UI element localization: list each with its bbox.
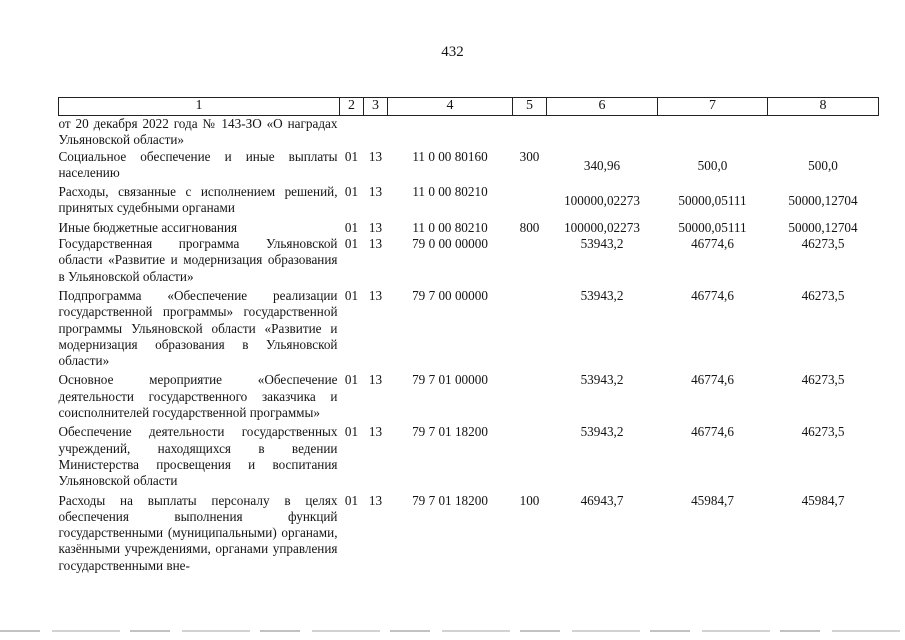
row-amount-1: 100000,02273	[564, 193, 640, 209]
row-amount-3: 46273,5	[801, 372, 845, 388]
row-name: от 20 декабря 2022 года № 143-ЗО «О наградах Ульяновской области»	[58, 116, 338, 148]
row-name: Расходы, связанные с исполнением решений, принятых судебными органами	[58, 184, 338, 216]
row-rz: 01	[344, 219, 359, 235]
column-header-amount-2: 7	[658, 98, 768, 116]
column-header-name: 1	[59, 98, 340, 116]
row-csr: 11 0 00 80210	[412, 184, 488, 200]
page-number: 432	[441, 44, 464, 60]
row-name: Расходы на выплаты персоналу в целях обеспечения выполнения функций государственными (муниципальными) органами, казёнными учреждениями, органами управления государственными вне-	[58, 492, 338, 573]
budget-table	[58, 97, 879, 577]
row-csr: 79 7 01 00000	[412, 372, 488, 388]
row-rz: 01	[344, 148, 359, 164]
row-amount-3: 46273,5	[801, 287, 845, 303]
table-row	[59, 149, 879, 185]
row-name: Подпрограмма «Обеспечение реализации государственной программы» государственной программы Ульяновской области «Развитие и модернизация образования в Ульяновской области»	[58, 287, 338, 369]
column-header-csr: 4	[388, 98, 513, 116]
table-header-row	[59, 98, 879, 116]
row-amount-3	[768, 116, 879, 149]
row-pr	[364, 116, 388, 149]
row-amount-1: 53943,2	[580, 372, 624, 388]
row-amount-2: 45984,7	[691, 492, 734, 508]
row-amount-2: 46774,6	[691, 236, 734, 252]
row-name: Государственная программа Ульяновской области «Развитие и модернизация образования в Ульяновской области»	[58, 236, 338, 284]
row-amount-3: 46273,5	[801, 424, 845, 440]
row-vr	[513, 116, 547, 149]
row-name: Основное мероприятие «Обеспечение деятельности государственного заказчика и соисполнителей государственной программы»	[58, 372, 338, 421]
row-vr	[513, 424, 547, 492]
row-amount-1: 46943,7	[580, 492, 624, 508]
row-rz: 01	[344, 492, 359, 508]
table-row	[59, 424, 879, 492]
row-csr: 79 0 00 00000	[412, 236, 488, 252]
row-vr	[513, 288, 547, 372]
row-amount-2: 46774,6	[691, 287, 734, 303]
table-row	[59, 184, 879, 220]
row-amount-3: 45984,7	[801, 492, 845, 508]
row-amount-3: 50000,12704	[788, 219, 858, 235]
row-rz: 01	[344, 424, 359, 440]
table-row	[59, 288, 879, 372]
row-vr	[513, 184, 547, 220]
row-csr	[388, 116, 513, 149]
row-vr: 800	[519, 219, 540, 235]
row-amount-1: 340,96	[583, 157, 621, 173]
table-row	[59, 493, 879, 577]
column-header-rz: 2	[340, 98, 364, 116]
row-pr: 13	[368, 236, 383, 252]
row-csr: 11 0 00 80210	[412, 219, 488, 235]
row-vr: 100	[519, 492, 540, 508]
table-row	[59, 372, 879, 424]
column-header-vr: 5	[513, 98, 547, 116]
row-amount-2: 50000,05111	[678, 219, 747, 235]
column-header-pr: 3	[364, 98, 388, 116]
row-pr: 13	[368, 492, 383, 508]
row-pr: 13	[368, 424, 383, 440]
row-amount-2: 46774,6	[691, 424, 734, 440]
row-pr: 13	[368, 148, 383, 164]
table-row	[59, 236, 879, 288]
table-row	[59, 220, 879, 236]
row-pr: 13	[368, 184, 383, 200]
row-name: Иные бюджетные ассигнования	[58, 219, 238, 235]
row-amount-1	[547, 116, 658, 149]
row-amount-3: 500,0	[808, 157, 838, 173]
row-pr: 13	[368, 372, 383, 388]
row-amount-2: 50000,05111	[678, 193, 747, 209]
row-csr: 79 7 01 18200	[412, 424, 488, 440]
row-amount-1: 53943,2	[580, 424, 624, 440]
row-rz	[340, 116, 364, 149]
row-csr: 11 0 00 80160	[412, 148, 488, 164]
row-csr: 79 7 01 18200	[412, 492, 488, 508]
row-vr: 300	[519, 148, 540, 164]
scan-edge-line	[0, 630, 905, 632]
row-pr: 13	[368, 219, 383, 235]
row-amount-2: 500,0	[697, 157, 728, 173]
row-amount-1: 53943,2	[580, 236, 624, 252]
column-header-amount-1: 6	[547, 98, 658, 116]
column-header-amount-3: 8	[768, 98, 879, 116]
row-name: Обеспечение деятельности государственных учреждений, находящихся в ведении Министерства просвещения и воспитания Ульяновской области	[58, 424, 338, 489]
table-row	[59, 116, 879, 149]
row-amount-3: 46273,5	[801, 236, 845, 252]
row-pr: 13	[368, 287, 383, 303]
row-amount-1: 53943,2	[580, 287, 624, 303]
row-amount-2: 46774,6	[691, 372, 734, 388]
row-rz: 01	[344, 184, 359, 200]
row-rz: 01	[344, 372, 359, 388]
row-rz: 01	[344, 236, 359, 252]
row-amount-3: 50000,12704	[788, 193, 858, 209]
row-vr	[513, 372, 547, 424]
row-amount-1: 100000,02273	[564, 219, 640, 235]
row-rz: 01	[344, 287, 359, 303]
row-csr: 79 7 00 00000	[412, 287, 488, 303]
row-amount-2	[658, 116, 768, 149]
row-name: Социальное обеспечение и иные выплаты населению	[58, 148, 338, 180]
row-vr	[513, 236, 547, 288]
